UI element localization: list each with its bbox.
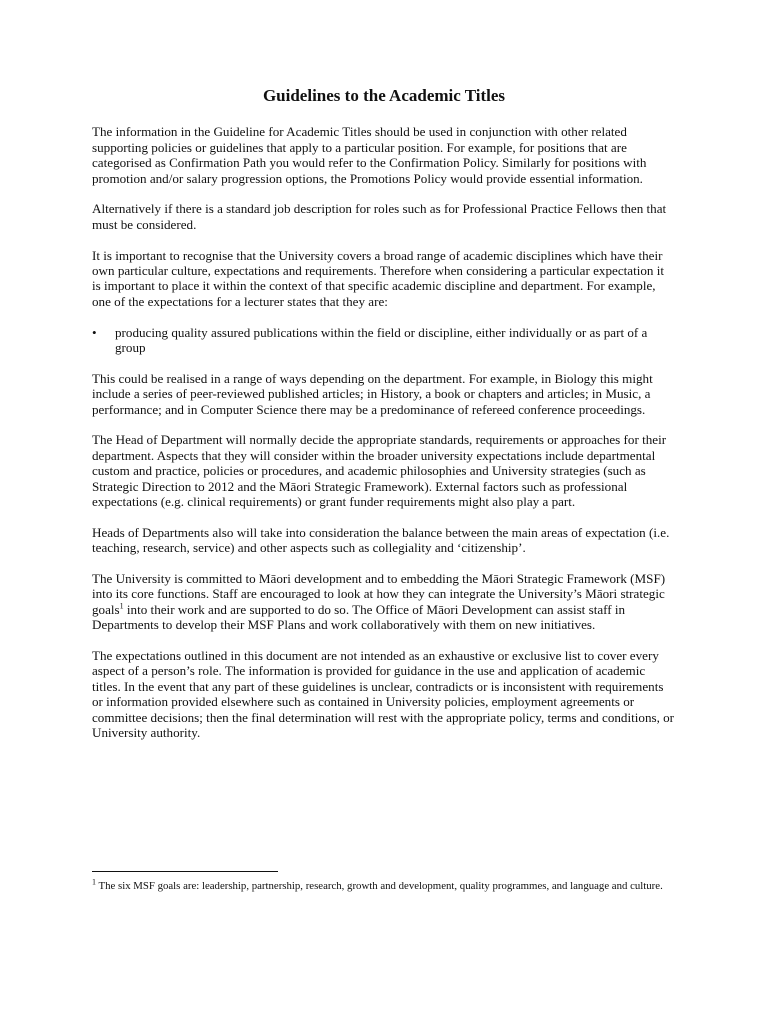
paragraph-disciplines: It is important to recognise that the University covers a broad range of academic disciplines which have their own particular culture, expectations and requirements. Therefore when considering a particular expectation it is important to place it within the context of that specific academic discipline and department. For example, one of the expectations for a lecturer states that they are: (92, 247, 665, 309)
list-item-text: producing quality assured publications within the field or discipline, either individually or as part of a group (115, 324, 648, 356)
msf-text-after: into their work and are supported to do so. The Office of Māori Development can assist staff in Departments to develop their MSF Plans and work collaboratively with them on new initiatives. (92, 601, 626, 633)
paragraph-final-determination: The expectations outlined in this document are not intended as an exhaustive or exclusive list to cover every aspect of a person’s role. The information is provided for guidance in the use and application of academic titles. In the event that any part of these guidelines is unclear, contradicts or is inconsistent with requirements or information provided elsewhere such as contained in University policies, employment agreements or committee decisions; then the final determination will rest with the appropriate policy, terms and conditions, or University authority. (92, 648, 675, 741)
paragraph-job-description: Alternatively if there is a standard job description for roles such as for Professional Practice Fellows then that must be considered. (92, 201, 667, 232)
paragraph-examples: This could be realised in a range of ways depending on the department. For example, in Biology this might include a series of peer-reviewed published articles; in History, a book or chapters and articles; in Music, a performance; and in Computer Science there may be a predominance of refereed conference proceedings. (92, 370, 653, 417)
bullet-icon: • (92, 324, 97, 340)
paragraph-maori-strategic-framework (92, 571, 676, 633)
footnote-text: The six MSF goals are: leadership, partnership, research, growth and development, quality programmes, and language and culture. (96, 880, 663, 892)
paragraph-intro: The information in the Guideline for Academic Titles should be used in conjunction with other related supporting policies or guidelines that apply to a particular position. For example, for positions that are categorised as Confirmation Path you would refer to the Confirmation Policy. Similarly for positions with promotion and/or salary progression options, the Promotions Policy would provide essential information. (92, 124, 647, 186)
paragraph-balance: Heads of Departments also will take into consideration the balance between the main areas of expectation (i.e. teaching, research, service) and other aspects such as collegiality and ‘citizenship’. (92, 524, 670, 556)
expectation-list (92, 325, 676, 356)
footnote (92, 877, 678, 893)
footnote-divider (92, 871, 278, 872)
list-item (92, 325, 676, 356)
footnote-reference[interactable]: 1 (119, 601, 124, 611)
page-title: Guidelines to the Academic Titles (262, 86, 506, 105)
footnote-number: 1 (92, 877, 96, 887)
paragraph-head-of-department: The Head of Department will normally decide the appropriate standards, requirements or approaches for their department. Aspects that they will consider within the broader university expectations include departmental custom and practice, policies or procedures, and academic philosophies and University strategies (such as Strategic Direction to 2012 and the Māori Strategic Framework). External factors such as professional expectations (e.g. clinical requirements) or grant funder requirements might also play a part. (92, 432, 667, 510)
msf-text-before: The University is committed to Māori development and to embedding the Māori Strategic Framework (MSF) into its core functions. Staff are encouraged to look at how they can integrate the University’s Māori strategic goals (92, 571, 666, 617)
